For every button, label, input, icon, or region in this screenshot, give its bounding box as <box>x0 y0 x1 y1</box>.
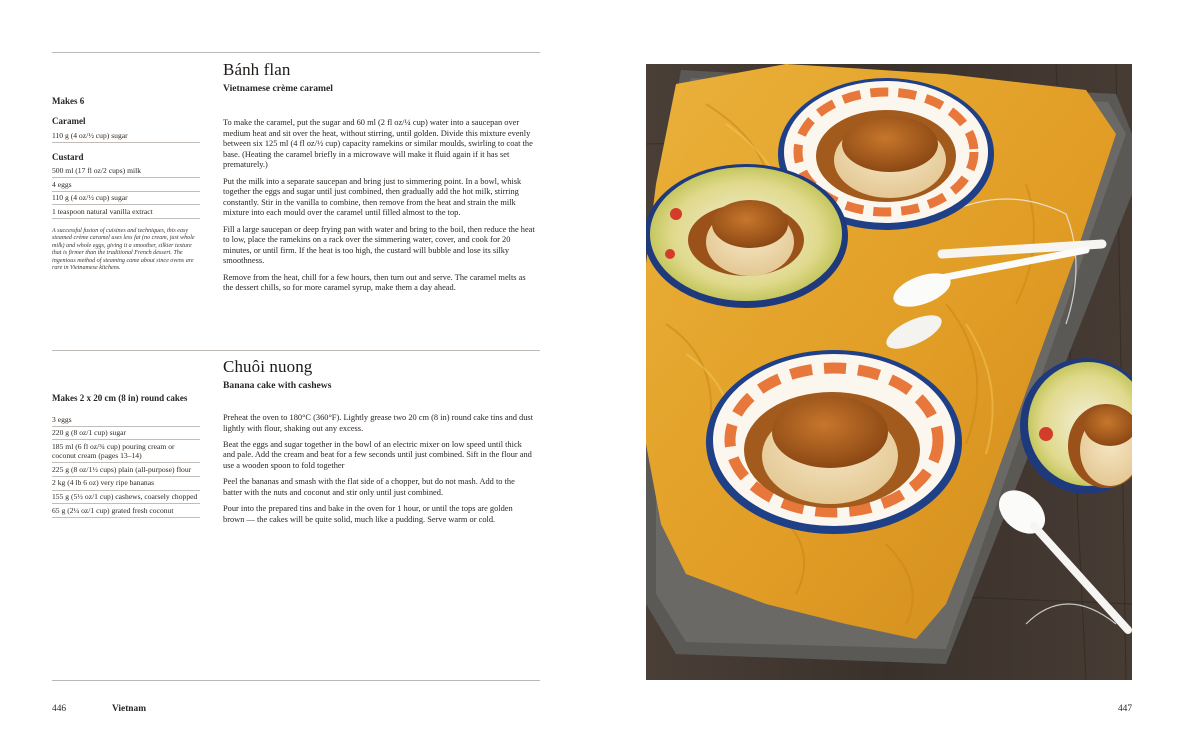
method-step: Pour into the prepared tins and bake in the oven for 1 hour, or until the tops are golden brown — the cakes will be quite solid, much like a pudding. Serve warm or cold. <box>223 503 513 524</box>
ingredient-line: 2 kg (4 lb 6 oz) very ripe bananas <box>52 477 200 491</box>
method-step: Preheat the oven to 180°C (360°F). Lightly grease two 20 cm (8 in) round cake tins and dust lightly with flour, shaking out any excess. <box>223 413 533 433</box>
ingredient-line: 65 g (2¼ oz/1 cup) grated fresh coconut <box>52 504 200 518</box>
recipe-subtitle-banh-flan: Vietnamese crème caramel <box>223 83 333 94</box>
caramel-heading: Caramel <box>52 116 86 126</box>
ingredient-line: 110 g (4 oz/½ cup) sugar <box>52 192 200 206</box>
middle-rule <box>52 350 540 351</box>
yield-label: Makes 6 <box>52 96 85 106</box>
ingredient-line: 225 g (8 oz/1½ cups) plain (all-purpose) flour <box>52 463 200 477</box>
recipe-title-chuoi-nuong: Chuôi nuong <box>223 357 313 376</box>
banana-cake-ingredients <box>52 413 200 518</box>
flan-photo-illustration <box>646 64 1132 680</box>
bottom-rule <box>52 680 540 681</box>
top-rule <box>52 52 540 53</box>
ingredient-line: 155 g (5½ oz/1 cup) cashews, coarsely chopped <box>52 491 200 505</box>
flan-photo <box>646 64 1132 680</box>
method-step: Put the milk into a separate saucepan and bring just to simmering point. In a bowl, whisk together the eggs and sugar until just combined, then gradually add the hot milk, stirring constantly. Stir in the vanilla to combine, then remove from the heat and strain the milk mixture into each mould over the caramel until filled almost to the top. <box>223 176 522 218</box>
ingredient-line: 220 g (8 oz/1 cup) sugar <box>52 427 200 441</box>
recipe-title-banh-flan: Bánh flan <box>223 60 291 79</box>
custard-heading: Custard <box>52 151 84 162</box>
method-step: Beat the eggs and sugar together in the bowl of an electric mixer on low speed until thick and pale. Add the cream and beat for a few seconds until just combined. Sift in the flour and use a wooden spoon to fold together <box>223 439 532 470</box>
page-number-right: 447 <box>1117 704 1132 714</box>
section-name: Vietnam <box>112 704 147 714</box>
ingredient-line: 3 eggs <box>52 413 200 427</box>
method-chuoi-nuong <box>223 413 535 531</box>
caramel-ingredients <box>52 129 200 143</box>
method-banh-flan <box>223 118 535 299</box>
method-step: To make the caramel, put the sugar and 60 ml (2 fl oz/¼ cup) water into a saucepan over medium heat and sit over the heat, without stirring, until golden. Divide this mixture evenly between six 125 ml (4 fl oz/½ cup) capacity ramekins or similar moulds, swirling to coat the base. (Heating the caramel briefly in a microwave will make it fluid again if it has set prematurely.) <box>223 118 533 170</box>
method-step: Peel the bananas and smash with the flat side of a chopper, but do not mash. Add to the batter with the nuts and coconut and stir only until just combined. <box>223 477 515 497</box>
page-number-left: 446 <box>52 704 67 714</box>
ingredients-chuoi-nuong <box>52 393 200 527</box>
ingredient-line: 185 ml (6 fl oz/¾ cup) pouring cream or coconut cream (pages 13–14) <box>52 440 200 463</box>
method-step: Fill a large saucepan or deep frying pan with water and bring to the boil, then reduce the heat to low, place the ramekins on a rack over the simmering water, cover, and cook for 20 minutes, or until firm. If the heat is too high, the custard will bubble and lose its silky smoothness. <box>223 224 535 266</box>
recipe-subtitle-chuoi-nuong: Banana cake with cashews <box>223 380 332 391</box>
recipe-intro-note: A successful fusion of cuisines and techniques, this easy steamed crème caramel uses less fat (no cream, just whole milk) and whole eggs, giving it a smoother, silkier texture that is firmer than the traditional French dessert. The ingenious method of steaming came about since ovens are rare in Vietnamese kitchens. <box>52 227 195 271</box>
ingredient-line: 4 eggs <box>52 178 200 192</box>
custard-ingredients <box>52 165 200 219</box>
method-step: Remove from the heat, chill for a few hours, then turn out and serve. The caramel melts as the dessert chills, so for more caramel syrup, make them a day ahead. <box>223 272 526 293</box>
flan-bowl-green-left <box>646 164 848 308</box>
ingredient-line: 110 g (4 oz/½ cup) sugar <box>52 129 200 143</box>
ingredient-line: 1 teaspoon natural vanilla extract <box>52 205 200 219</box>
yield-label: Makes 2 x 20 cm (8 in) round cakes <box>52 393 188 403</box>
flan-bowl-bottom <box>706 350 962 534</box>
ingredients-banh-flan <box>52 96 200 272</box>
ingredient-line: 500 ml (17 fl oz/2 cups) milk <box>52 165 200 179</box>
